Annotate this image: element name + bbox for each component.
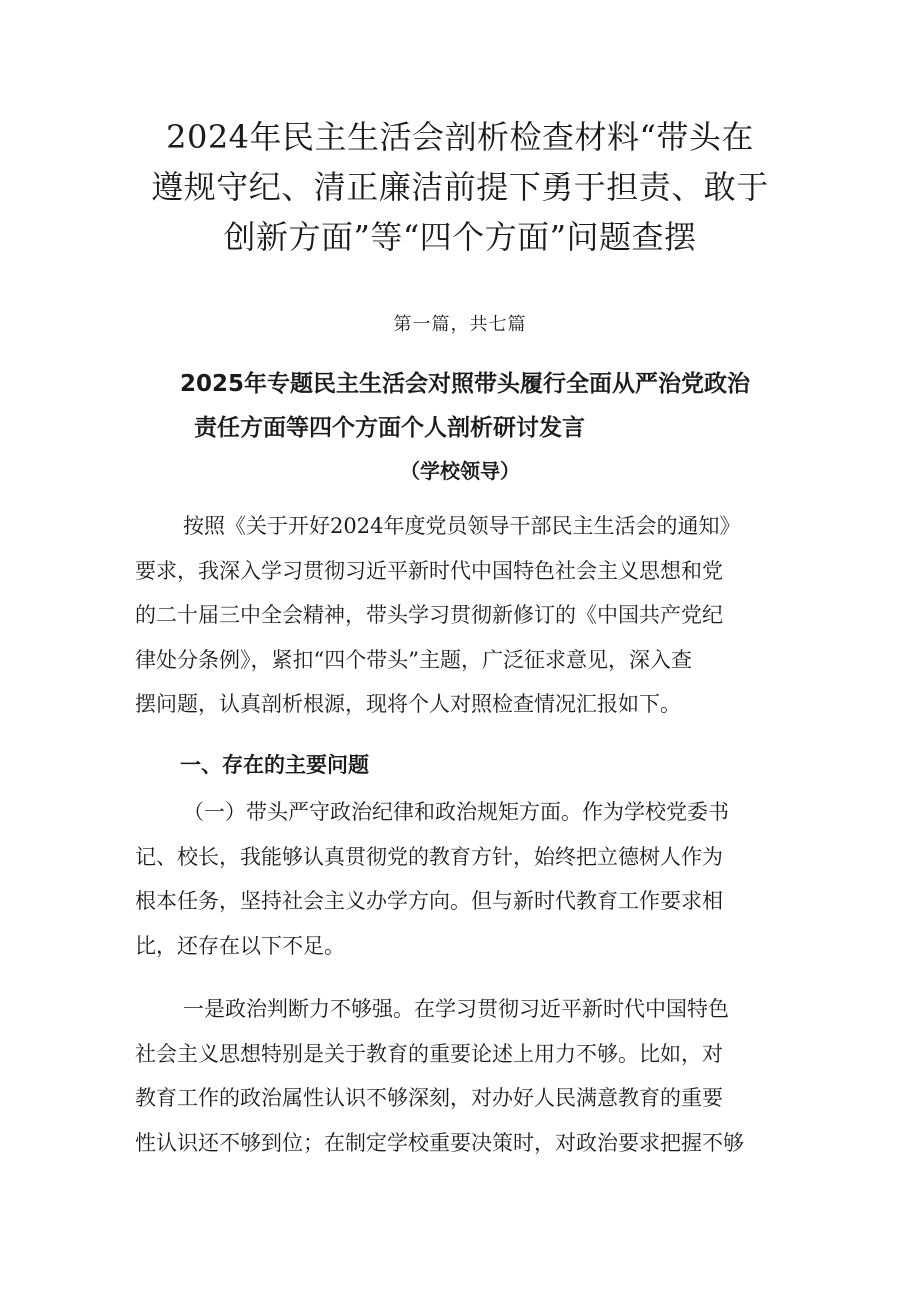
paragraph-line: 律处分条例》，紧扣“四个带头”主题，广泛征求意见，深入查 (135, 647, 692, 672)
paragraph-line: 性认识还不够到位；在制定学校重要决策时，对政治要求把握不够 (135, 1130, 744, 1155)
paragraph-line: 摆问题，认真剖析根源，现将个人对照检查情况汇报如下。 (135, 692, 681, 716)
section-heading: 一、存在的主要问题 (180, 753, 369, 777)
intro-paragraph (135, 504, 795, 727)
title-line: 遵规守纪、清正廉洁前提下勇于担责、敢于 (151, 168, 769, 206)
paragraph-line: 教育工作的政治属性认识不够深刻，对办好人民满意教育的重要 (135, 1086, 723, 1110)
section-paragraph (135, 790, 795, 968)
subtitle-line: 责任方面等四个方面个人剖析研讨发言 (194, 415, 585, 441)
paragraph-line: 社会主义思想特别是关于教育的重要论述上用力不够。比如，对 (135, 1041, 723, 1066)
subtitle-line: 2025年专题民主生活会对照带头履行全面从严治党政治 (180, 371, 751, 397)
paragraph-line: 一是政治判断力不够强。在学习贯彻习近平新时代中国特色 (183, 997, 729, 1021)
title-line: 2024年民主生活会剖析检查材料“带头在 (166, 118, 754, 156)
paragraph-line: （一）带头严守政治纪律和政治规矩方面。作为学校党委书 (183, 800, 729, 824)
article-subtitle (170, 362, 810, 450)
paragraph-line: 根本任务，坚持社会主义办学方向。但与新时代教育工作要求相 (135, 889, 723, 913)
paragraph-line: 的二十届三中全会精神，带头学习贯彻新修订的《中国共产党纪 (135, 603, 723, 627)
part-label: 第一篇，共七篇 (393, 314, 527, 335)
paragraph-line: 比，还存在以下不足。 (135, 933, 345, 958)
subtitle-note: （学校领导） (400, 459, 520, 483)
document-title (110, 112, 810, 262)
paragraph-line: 按照《关于开好2024年度党员领导干部民主生活会的通知》 (183, 514, 741, 538)
paragraph-line: 要求，我深入学习贯彻习近平新时代中国特色社会主义思想和党 (135, 558, 723, 583)
paragraph-line: 记、校长，我能够认真贯彻党的教育方针，始终把立德树人作为 (135, 844, 723, 869)
point-paragraph (135, 987, 795, 1165)
title-line: 创新方面”等“四个方面”问题查摆 (223, 218, 697, 256)
